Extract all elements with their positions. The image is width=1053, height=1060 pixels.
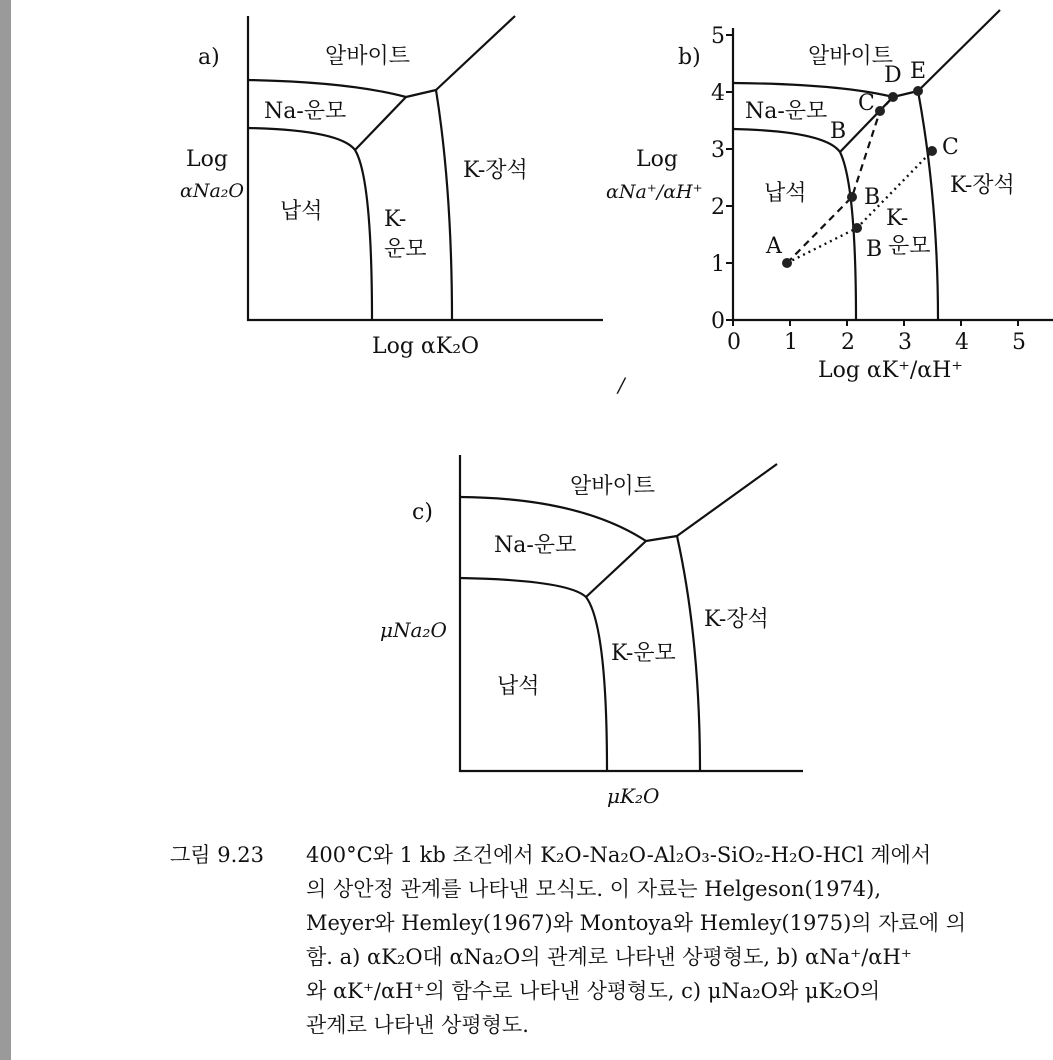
caption-figure-number: 그림 9.23 (170, 843, 265, 867)
panel-a-k-mica-kfeldspar-boundary (436, 90, 452, 320)
panel-b-k-mica-label-2: 운모 (888, 234, 931, 259)
panel-b-label-c2: C (942, 135, 959, 160)
panel-c-albite-label: 알바이트 (570, 474, 656, 499)
caption-line-5: 와 αK⁺/αH⁺의 함수로 나타낸 상평형도, c) μNa₂O와 μK₂O의 (306, 979, 881, 1003)
panel-b-point-b1 (847, 192, 857, 202)
panel-b-label-b3: B (830, 119, 847, 144)
panel-b-y-tick-label: 5 (711, 24, 725, 49)
panel-b-k-mica-kfeldspar-boundary (918, 91, 938, 320)
panel-b-point-d (888, 92, 898, 102)
panel-b-point-c2 (927, 146, 937, 156)
caption-line-3: Meyer와 Hemley(1967)와 Montoya와 Hemley(1975)의 자료에 의 (306, 911, 967, 935)
panel-b-x-tick-label: 1 (784, 330, 798, 355)
panel-a-ylabel-2: αNa₂O (180, 180, 244, 202)
panel-a-label: a) (198, 45, 220, 70)
panel-b-x-ticks (727, 320, 1026, 355)
panel-c-triple-line (646, 536, 677, 541)
panel-a-albite-na-mica-boundary (248, 80, 406, 97)
panel-a-xlabel: Log αK₂O (372, 334, 480, 359)
panel-a-k-feldspar-label: K-장석 (463, 158, 528, 183)
caption-line-2: 의 상안정 관계를 나타낸 모식도. 이 자료는 Helgeson(1974), (306, 877, 882, 901)
panel-c-xlabel: μK₂O (607, 784, 660, 808)
panel-b-x-tick-label: 0 (727, 330, 741, 355)
panel-a-axes (248, 16, 603, 320)
caption-line-1 (170, 838, 1050, 872)
panel-c (380, 455, 803, 808)
panel-b-y-tick-label: 3 (711, 138, 725, 163)
panel-a-na-mica-k-mica-boundary (355, 97, 406, 150)
panel-b-point-a (782, 258, 792, 268)
panel-b-na-mica-label: Na-운모 (745, 99, 828, 124)
panel-a-plagioclase-boundary (248, 128, 372, 320)
panel-a-albite-kfeldspar-boundary (436, 16, 515, 90)
panel-b (606, 10, 1053, 383)
panel-a-k-mica-label-2: 운모 (384, 237, 427, 262)
stray-mark: / (618, 373, 625, 397)
panel-b-xlabel: Log αK⁺/αH⁺ (818, 358, 963, 383)
panel-b-plagioclase-boundary (733, 129, 856, 320)
panel-b-x-tick-label: 3 (898, 330, 912, 355)
panel-a-plagioclase-label: 납석 (280, 199, 323, 224)
panel-a-albite-label: 알바이트 (325, 44, 411, 69)
panel-b-x-tick-label: 5 (1012, 330, 1026, 355)
panel-c-k-mica-label: K-운모 (611, 641, 676, 666)
panel-b-label-e: E (910, 59, 927, 84)
panel-b-y-tick-label: 0 (711, 309, 725, 334)
panel-c-na-mica-label: Na-운모 (494, 533, 577, 558)
panel-b-label-d: D (884, 63, 902, 88)
panel-c-albite-kfeldspar-boundary (677, 464, 777, 536)
panel-b-ylabel-2: αNa⁺/αH⁺ (606, 181, 703, 203)
panel-c-k-mica-kfeldspar-boundary (677, 536, 700, 771)
panel-b-point-b2 (852, 223, 862, 233)
panel-b-plagioclase-label: 납석 (764, 181, 807, 206)
caption-line-6: 관계로 나타낸 상평형도. (306, 1013, 529, 1037)
caption-line-4: 함. a) αK₂O대 αNa₂O의 관계로 나타낸 상평형도, b) αNa⁺/αH⁺ (306, 945, 912, 969)
panel-b-point-c1 (875, 106, 885, 116)
panel-c-ylabel: μNa₂O (380, 618, 447, 642)
panel-b-k-mica-label-1: K- (886, 206, 909, 231)
panel-a (180, 16, 603, 359)
panel-a-na-mica-label: Na-운모 (264, 99, 347, 124)
panel-b-point-e (913, 86, 923, 96)
panel-b-ylabel-1: Log (636, 147, 678, 172)
panel-b-y-ticks (711, 24, 733, 334)
panel-c-label: c) (412, 500, 433, 525)
panel-c-na-mica-k-mica-boundary (586, 541, 646, 597)
panel-b-y-tick-label: 4 (711, 81, 725, 106)
panel-a-ylabel-1: Log (186, 147, 228, 172)
panel-b-albite-kfeldspar-boundary (918, 10, 1000, 91)
panel-b-label-a: A (766, 234, 782, 259)
figure-caption (170, 838, 1050, 1042)
panel-b-albite-label: 알바이트 (808, 44, 894, 69)
panel-b-x-tick-label: 4 (955, 330, 969, 355)
panel-b-k-feldspar-label: K-장석 (950, 173, 1015, 198)
caption-text-1: 400°C와 1 kb 조건에서 K₂O-Na₂O-Al₂O₃-SiO₂-H₂O-HCl 계에서 (306, 843, 932, 867)
panel-c-plagioclase-label: 납석 (497, 674, 540, 699)
panel-b-y-tick-label: 2 (711, 195, 725, 220)
panel-b-label-b2: B (866, 237, 883, 262)
panel-b-y-tick-label: 1 (711, 252, 725, 277)
panel-b-label-c1: C (858, 91, 875, 116)
panel-c-k-feldspar-label: K-장석 (704, 607, 769, 632)
panel-a-k-mica-label-1: K- (384, 207, 407, 232)
panel-b-label: b) (678, 45, 701, 70)
panel-a-triple-line (406, 90, 436, 97)
panel-b-x-tick-label: 2 (841, 330, 855, 355)
panel-b-label-b1: B (864, 185, 881, 210)
